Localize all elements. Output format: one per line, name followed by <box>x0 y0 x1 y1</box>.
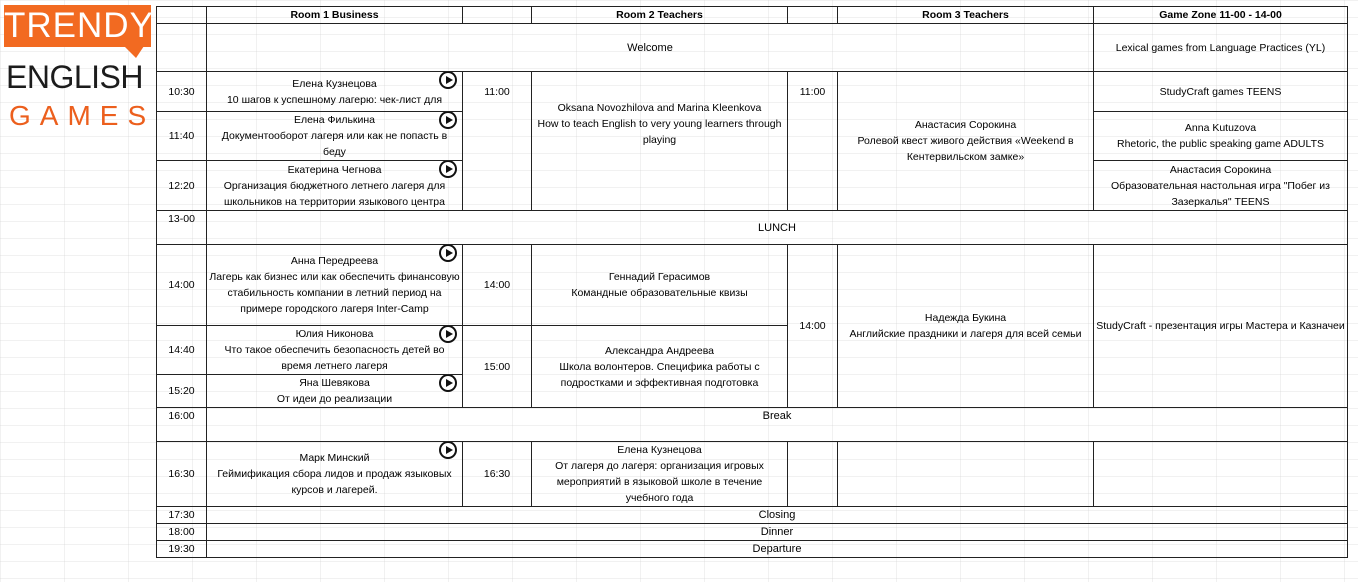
room2-title: How to teach English to very young learners through playing <box>537 118 782 146</box>
speaker-name: Елена Филькина <box>293 114 376 126</box>
room2-speaker: Александра Андреева <box>604 344 715 357</box>
room2-talk-cell <box>532 72 788 211</box>
time-cell: 14:40 <box>157 326 207 375</box>
play-circle-icon[interactable] <box>439 112 457 130</box>
game-cell <box>1094 72 1348 112</box>
game-line2: Rhetoric, the public speaking game ADULTS <box>1117 138 1324 150</box>
time-cell: 10:30 <box>157 72 207 112</box>
talk-cell <box>207 442 463 507</box>
room2-speaker: Елена Кузнецова <box>617 444 702 456</box>
trendy-english-games-logo <box>0 0 156 150</box>
room2-header: Room 2 Teachers <box>532 7 788 24</box>
room2-talk-cell <box>532 245 788 326</box>
game-cell: StudyCraft - презентация игры Мастера и Казначеи <box>1094 245 1348 408</box>
logo-games: GAMES <box>9 100 156 131</box>
talk-cell <box>207 245 463 326</box>
room2-talk-cell <box>532 442 788 507</box>
room2-time-cell: 14:00 <box>463 245 532 326</box>
time-column-header <box>157 7 207 24</box>
time-cell: 16:30 <box>157 442 207 507</box>
room3-talk-cell <box>838 72 1094 211</box>
welcome-time <box>157 24 207 72</box>
play-circle-icon[interactable] <box>439 161 457 179</box>
room2-speaker: Геннадий Герасимов <box>608 271 711 283</box>
room2-talk-cell <box>532 326 788 408</box>
play-circle-icon[interactable] <box>439 72 457 90</box>
talk-cell <box>207 326 463 375</box>
speaker-name: Елена Кузнецова <box>292 77 377 90</box>
lunch-time: 13-00 <box>157 211 207 245</box>
talk-cell <box>207 161 463 211</box>
speaker-name: Екатерина Чегнова <box>287 163 382 176</box>
departure-time: 19:30 <box>157 541 207 558</box>
room3-time-cell: 11:00 <box>788 72 838 211</box>
talk-title: 10 шагов к успешному лагерю: чек-лист для <box>226 93 443 106</box>
speaker-name: Яна Шевякова <box>299 377 370 389</box>
closing-cell: Closing <box>207 507 1348 524</box>
break-row <box>157 408 1348 442</box>
game-cell <box>1094 442 1348 507</box>
lunch-row <box>157 211 1348 245</box>
room2-time-cell: 16:30 <box>463 442 532 507</box>
game-zone-header: Game Zone 11-00 - 14-00 <box>1094 7 1348 24</box>
room2-title: От лагеря до лагеря: организация игровых мероприятий в языковой школе в течение учебного года <box>555 460 764 504</box>
play-circle-icon[interactable] <box>439 442 457 460</box>
logo-speech-notch <box>124 46 144 58</box>
time-cell: 15:20 <box>157 375 207 408</box>
talk-title: Геймификация сбора лидов и продаж языковых курсов и лагерей. <box>217 468 452 496</box>
room3-time-header <box>788 7 838 24</box>
talk-title: Организация бюджетного летнего лагеря для школьников на территории языкового центра <box>223 179 446 208</box>
welcome-row <box>157 24 1348 72</box>
logo-english: ENGLISH <box>6 59 143 95</box>
speaker-name: Анна Передреева <box>290 255 379 267</box>
logo-trendy: TRENDY <box>4 6 154 45</box>
dinner-row <box>157 524 1348 541</box>
dinner-time: 18:00 <box>157 524 207 541</box>
dinner-cell: Dinner <box>207 524 1348 541</box>
closing-row <box>157 507 1348 524</box>
speaker-name: Марк Минский <box>299 452 370 464</box>
lunch-cell: LUNCH <box>207 211 1348 245</box>
room2-time-cell: 11:00 <box>463 72 532 211</box>
talk-title: Лагерь как бизнес или как обеспечить финансовую стабильность компании в летний период на примере городского лагеря Inter-Camp <box>209 271 460 315</box>
game-line2: Образовательная настольная игра "Побег из Зазеркалья" TEENS <box>1111 179 1330 208</box>
room2-title: Школа волонтеров. Специфика работы с подростками и эффективная подготовка <box>559 360 760 389</box>
talk-cell <box>207 375 463 408</box>
break-cell: Break <box>207 408 1348 442</box>
room3-header: Room 3 Teachers <box>838 7 1094 24</box>
header-row <box>157 7 1348 24</box>
speaker-name: Юлия Никонова <box>295 328 374 340</box>
play-circle-icon[interactable] <box>439 245 457 263</box>
session-row <box>157 72 1348 112</box>
game-cell <box>1094 112 1348 161</box>
play-circle-icon[interactable] <box>439 326 457 344</box>
closing-time: 17:30 <box>157 507 207 524</box>
break-time: 16:00 <box>157 408 207 442</box>
time-cell: 11:40 <box>157 112 207 161</box>
talk-title: Документооборот лагеря или как не попасть в беду <box>221 130 448 158</box>
session-row <box>157 245 1348 326</box>
time-cell: 14:00 <box>157 245 207 326</box>
room1-header: Room 1 Business <box>207 7 463 24</box>
game-line1: StudyCraft games TEENS <box>1159 85 1282 98</box>
talk-title: От идеи до реализации <box>276 393 393 405</box>
room3-speaker: Надежда Букина <box>924 312 1007 324</box>
room3-time-cell: 14:00 <box>788 245 838 408</box>
departure-cell: Departure <box>207 541 1348 558</box>
game-line1: Анастасия Сорокина <box>1169 163 1272 176</box>
room3-title: Английские праздники и лагеря для всей семьи <box>849 328 1082 340</box>
room2-time-cell: 15:00 <box>463 326 532 408</box>
play-circle-icon[interactable] <box>439 375 457 393</box>
welcome-cell: Welcome <box>207 24 1094 72</box>
time-cell: 12:20 <box>157 161 207 211</box>
room3-time-cell <box>788 442 838 507</box>
schedule-table <box>156 6 1348 558</box>
talk-cell <box>207 72 463 112</box>
game-cell <box>1094 161 1348 211</box>
room3-title: Ролевой квест живого действия «Weekend в Кентервильском замке» <box>857 135 1074 163</box>
room2-title: Командные образовательные квизы <box>571 287 748 299</box>
room3-speaker: Анастасия Сорокина <box>914 119 1017 131</box>
game-line1: Anna Kutuzova <box>1184 122 1257 134</box>
room2-time-header <box>463 7 532 24</box>
room2-speaker: Oksana Novozhilova and Marina Kleenkova <box>557 102 762 114</box>
session-row <box>157 442 1348 507</box>
talk-title: Что такое обеспечить безопасность детей во время летнего лагеря <box>224 344 445 372</box>
talk-cell <box>207 112 463 161</box>
room3-talk-cell <box>838 442 1094 507</box>
welcome-game: Lexical games from Language Practices (YL) <box>1094 24 1348 72</box>
departure-row <box>157 541 1348 558</box>
room3-talk-cell <box>838 245 1094 408</box>
